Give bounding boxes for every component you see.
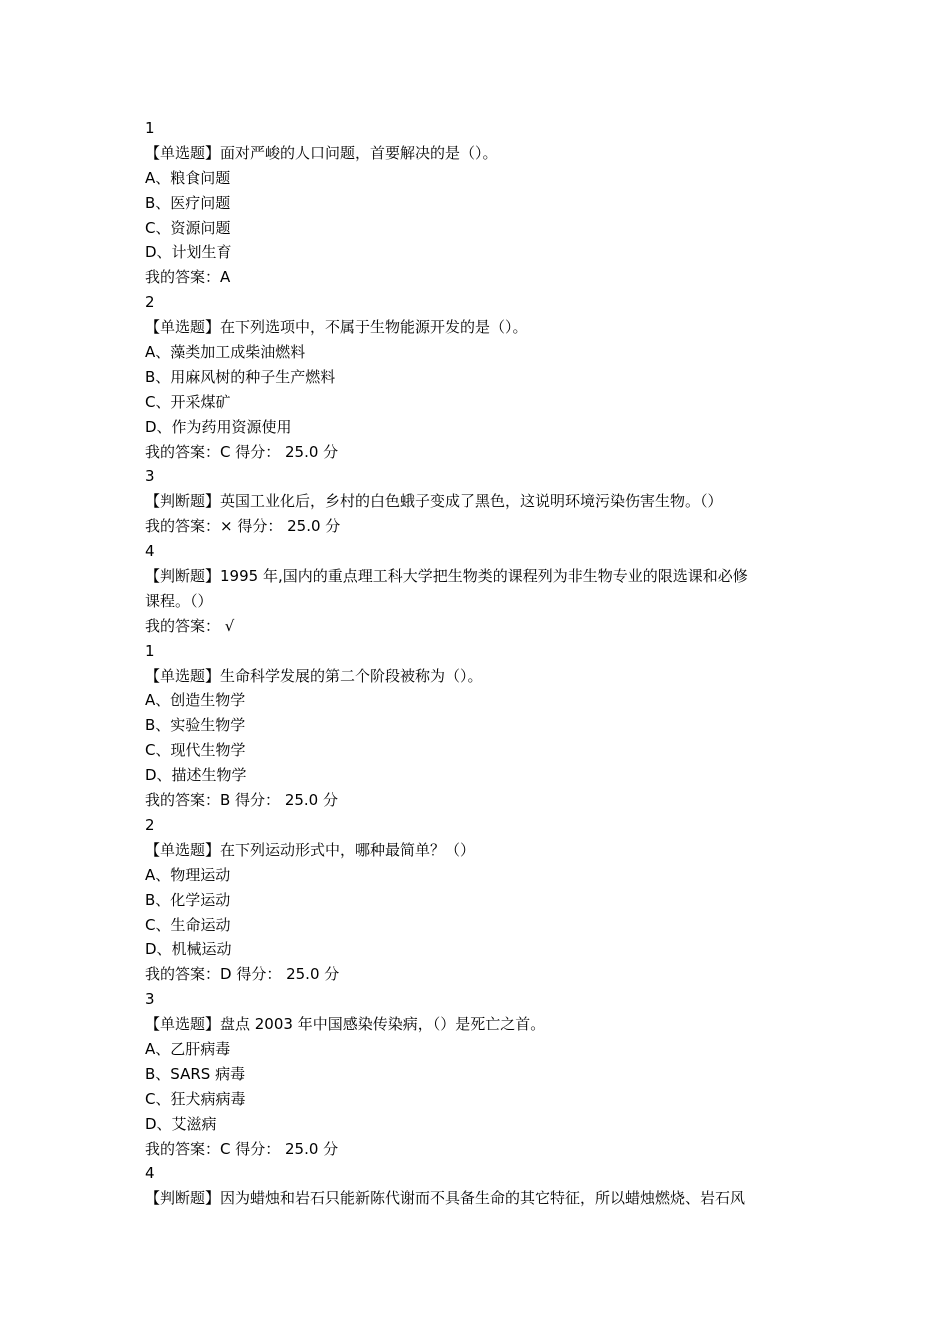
document-line: C、生命运动: [145, 915, 231, 934]
document-line: B、用麻风树的种子生产燃料: [145, 367, 336, 386]
document-line: D、艾滋病: [145, 1114, 217, 1133]
document-line: 【单选题】面对严峻的人口问题，首要解决的是（）。: [145, 143, 498, 162]
document-line: 我的答案： √: [145, 616, 235, 635]
document-line: 【单选题】在下列选项中，不属于生物能源开发的是（）。: [145, 318, 528, 337]
document-line: C、资源问题: [145, 218, 231, 237]
document-line: 【判断题】英国工业化后，乡村的白色蛾子变成了黑色，这说明环境污染伤害生物。（）: [145, 492, 723, 511]
document-line: 我的答案：× 得分： 25.0 分: [145, 517, 341, 536]
document-line: 我的答案：C 得分： 25.0 分: [145, 1139, 339, 1158]
document-line: C、现代生物学: [145, 741, 246, 760]
document-line: A、藻类加工成柴油燃料: [145, 343, 306, 362]
document-line: 课程。（）: [145, 591, 213, 610]
document-line: C、狂犬病病毒: [145, 1089, 246, 1108]
document-line: D、描述生物学: [145, 766, 247, 785]
document-line: A、创造生物学: [145, 691, 246, 710]
document-line: 2: [145, 293, 155, 312]
document-line: B、医疗问题: [145, 193, 231, 212]
document-line: 【单选题】在下列运动形式中，哪种最简单？（）: [145, 840, 476, 859]
document-line: 【判断题】因为蜡烛和岩石只能新陈代谢而不具备生命的其它特征，所以蜡烛燃烧、岩石风: [145, 1189, 746, 1208]
document-line: B、化学运动: [145, 890, 231, 909]
document-line: 我的答案：C 得分： 25.0 分: [145, 442, 339, 461]
document-line: A、粮食问题: [145, 168, 231, 187]
document-line: B、SARS 病毒: [145, 1064, 246, 1083]
document-line: 【单选题】生命科学发展的第二个阶段被称为（）。: [145, 666, 483, 685]
document-line: C、开采煤矿: [145, 392, 231, 411]
document-line: 【判断题】1995 年,国内的重点理工科大学把生物类的课程列为非生物专业的限选课和必修: [145, 567, 748, 586]
document-line: A、物理运动: [145, 865, 231, 884]
document-line: 我的答案：D 得分： 25.0 分: [145, 965, 340, 984]
document-line: D、机械运动: [145, 940, 232, 959]
document-line: 我的答案：B 得分： 25.0 分: [145, 791, 338, 810]
document-line: 【单选题】盘点 2003 年中国感染传染病，（）是死亡之首。: [145, 1015, 546, 1034]
document-line: 3: [145, 990, 155, 1009]
document-line: 4: [145, 1164, 155, 1183]
document-line: B、实验生物学: [145, 716, 246, 735]
document-line: 1: [145, 641, 155, 660]
document-line: D、作为药用资源使用: [145, 417, 292, 436]
document-line: 1: [145, 119, 155, 137]
document-line: 3: [145, 467, 155, 486]
document-line: 4: [145, 542, 155, 561]
document-line: A、乙肝病毒: [145, 1039, 231, 1058]
document-body: [145, 116, 835, 1211]
document-line: 2: [145, 815, 155, 834]
document-line: D、计划生育: [145, 243, 232, 262]
document-line: 我的答案：A: [145, 268, 231, 287]
